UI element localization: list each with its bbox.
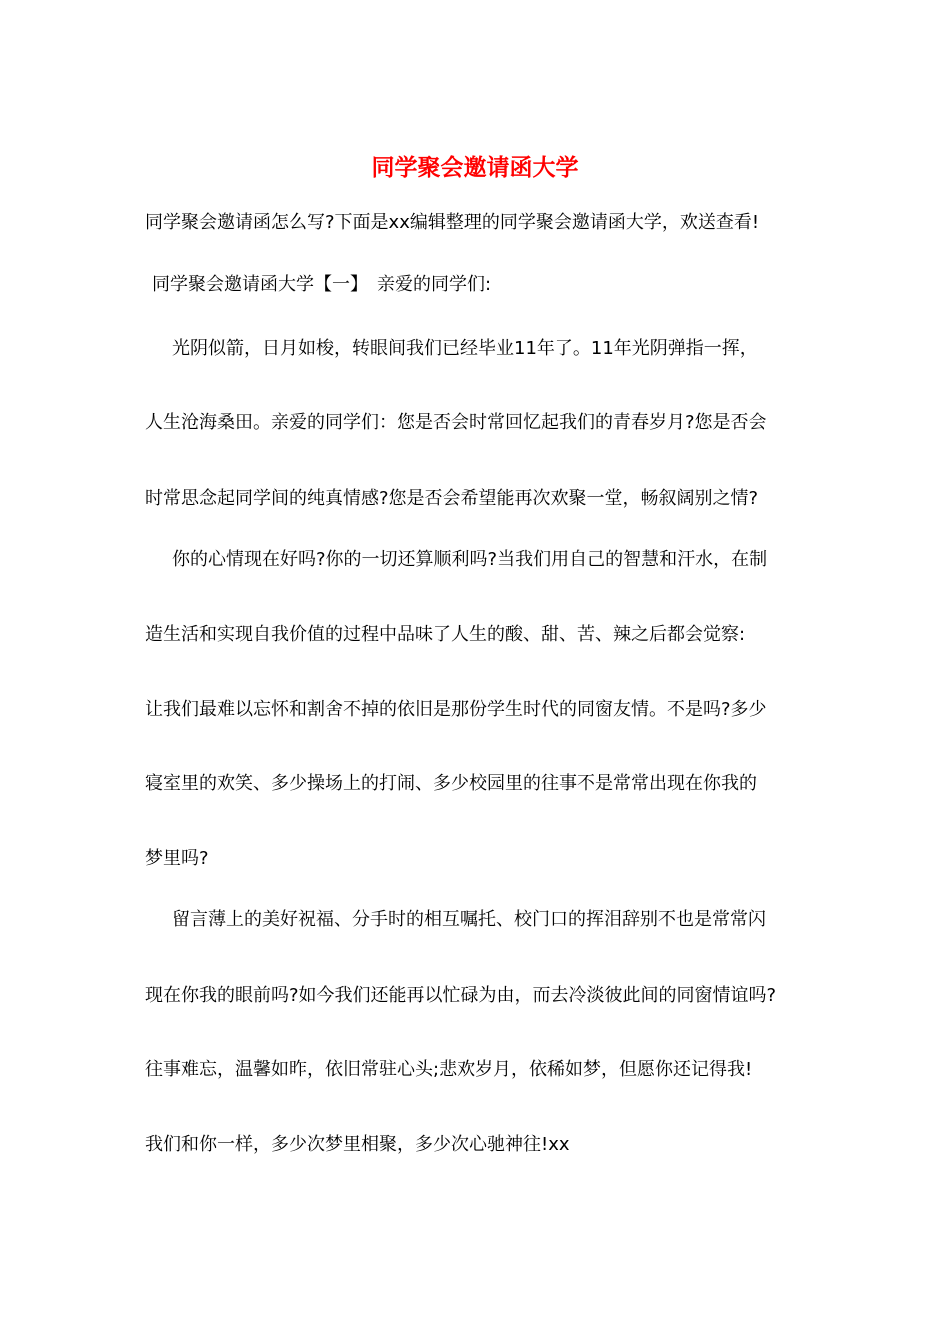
paragraph-line: 留言薄上的美好祝福、分手时的相互嘱托、校门口的挥泪辞别不也是常常闪 xyxy=(172,909,766,930)
paragraph-line: 让我们最难以忘怀和割舍不掉的依旧是那份学生时代的同窗友情。不是吗?多少 xyxy=(145,699,767,720)
paragraph-line: 往事难忘，温馨如昨，依旧常驻心头;悲欢岁月，依稀如梦，但愿你还记得我! xyxy=(145,1059,753,1080)
paragraph-line: 时常思念起同学间的纯真情感?您是否会希望能再次欢聚一堂，畅叙阔别之情? xyxy=(145,488,759,509)
paragraph-line: 现在你我的眼前吗?如今我们还能再以忙碌为由，而去冷淡彼此间的同窗情谊吗? xyxy=(145,985,777,1006)
intro-paragraph: 同学聚会邀请函怎么写?下面是xx编辑整理的同学聚会邀请函大学，欢送查看! xyxy=(145,212,760,233)
paragraph-line: 光阴似箭，日月如梭，转眼间我们已经毕业11年了。11年光阴弹指一挥， xyxy=(172,338,758,359)
paragraph-line: 造生活和实现自我价值的过程中品味了人生的酸、甜、苦、辣之后都会觉察: xyxy=(145,624,746,645)
paragraph-line: 人生沧海桑田。亲爱的同学们：您是否会时常回忆起我们的青春岁月?您是否会 xyxy=(145,412,767,433)
section-heading: 同学聚会邀请函大学【一】 亲爱的同学们: xyxy=(152,274,492,295)
paragraph-line: 梦里吗? xyxy=(145,848,209,869)
document-title: 同学聚会邀请函大学 xyxy=(371,154,579,181)
paragraph-line: 你的心情现在好吗?你的一切还算顺利吗?当我们用自己的智慧和汗水，在制 xyxy=(172,549,768,570)
paragraph-line: 寝室里的欢笑、多少操场上的打闹、多少校园里的往事不是常常出现在你我的 xyxy=(145,773,757,794)
paragraph-line: 我们和你一样，多少次梦里相聚，多少次心驰神往!xx xyxy=(145,1134,570,1155)
